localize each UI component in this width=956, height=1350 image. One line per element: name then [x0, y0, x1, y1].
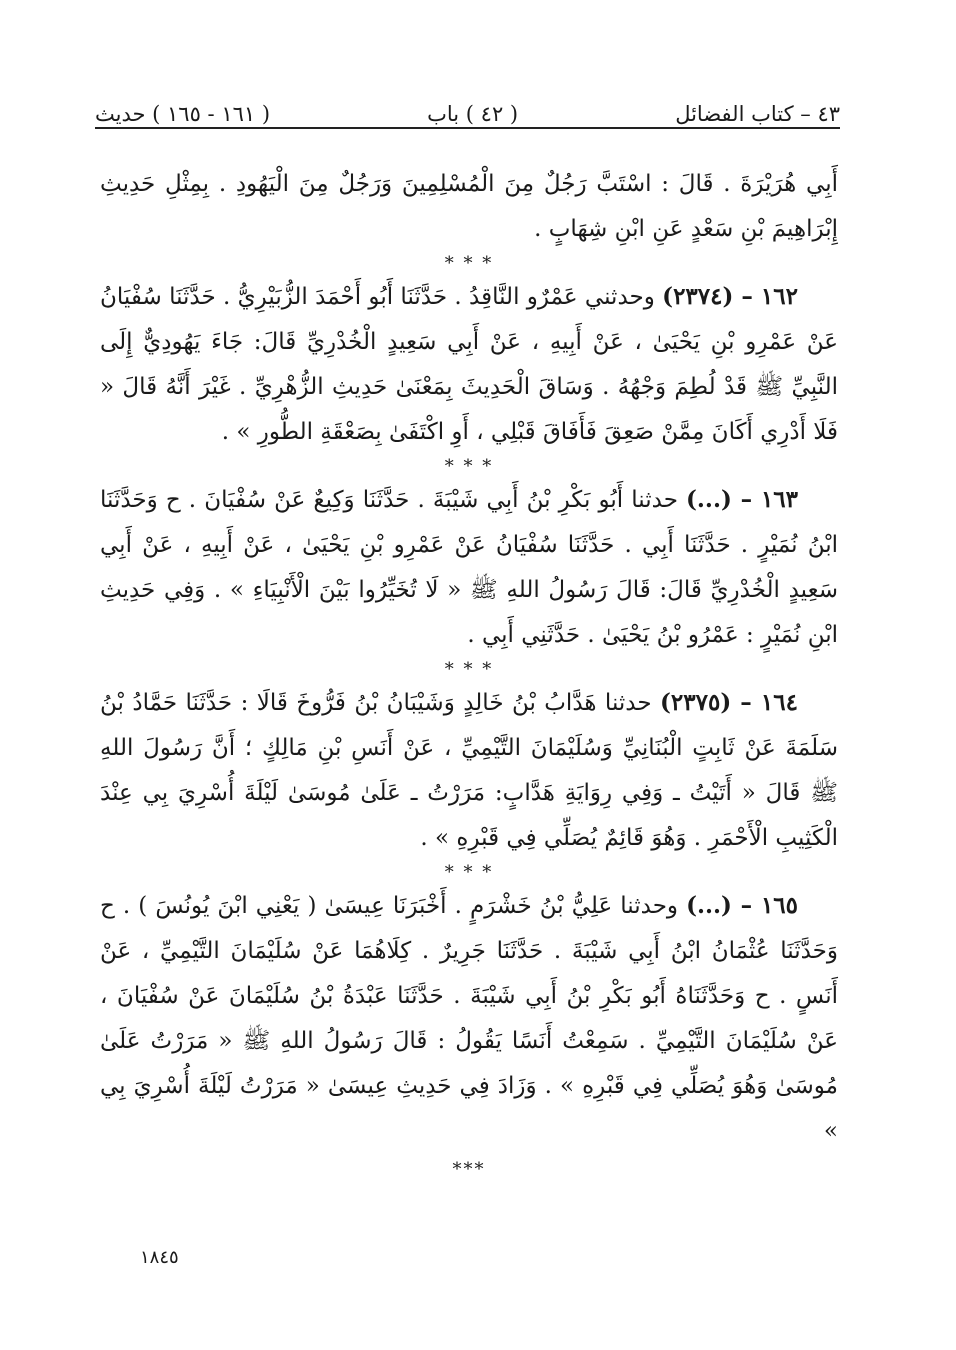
- running-header: [95, 96, 840, 126]
- hadith-165: [100, 883, 838, 1154]
- page-body: [100, 162, 838, 1180]
- paragraph-text: حدثنا أَبُو بَكْرِ بْنُ أَبِي شَيْبَةَ . حَدَّثَنَا وَكِيعٌ عَنْ سُفْيَانَ . ح وَحَدَّثَنَا ابْنُ نُمَيْرٍ . حَدَّثَنَا أَبِي . حَدَّثَنَا سُفْيَانُ عَنْ عَمْرِو بْنِ يَحْيَىٰ ، عَنْ أَبِيهِ ، عَنْ أَبِي سَعِيدٍ الْخُدْرِيِّ قَالَ: قَالَ رَسُولُ اللهِ ﷺ « لَا تُخَيِّرُوا بَيْنَ الْأَنْبِيَاءِ » . وَفِي حَدِيثِ ابْنِ نُمَيْرٍ : عَمْرُو بْنُ يَحْيَىٰ . حَدَّثَنِي أَبِي .: [100, 487, 838, 648]
- header-book-title: ٤٣ – كتاب الفضائل: [675, 102, 840, 126]
- header-chapter: ( ٤٢ ) باب: [427, 102, 519, 126]
- separator: * * *: [444, 253, 494, 274]
- separator: * * *: [444, 862, 494, 883]
- hadith-163: [100, 477, 838, 658]
- separator: * * *: [444, 456, 494, 477]
- hadith-number: ١٦٢ – (٢٣٧٤): [662, 283, 798, 310]
- paragraph-text: حدثنا هَدَّابُ بْنُ خَالِدٍ وَشَيْبَانُ بْنُ فَرُّوخَ قَالَا : حَدَّثَنَا حَمَّادُ بْنُ سَلَمَةَ عَنْ ثَابِتٍ الْبُنَانِيِّ وَسُلَيْمَانَ التَّيْمِيِّ ، عَنْ أَنَسِ بْنِ مَالِكٍ ؛ أَنَّ رَسُولَ اللهِ ﷺ قَالَ « أَتَيْتُ ـ وَفِي رِوَايَةِ هَدَّابٍ: مَرَرْتُ ـ عَلَىٰ مُوسَىٰ لَيْلَةَ أُسْرِيَ بِي عِنْدَ الْكَثِيبِ الْأَحْمَرِ . وَهُوَ قَائِمٌ يُصَلِّي فِي قَبْرِهِ » .: [100, 690, 838, 851]
- paragraph-text: وحدثنا عَلِيُّ بْنُ خَشْرَمٍ . أَخْبَرَنَا عِيسَىٰ ( يَعْنِي ابْنَ يُونُسَ ) . ح وَحَدَّثَنَا عُثْمَانُ ابْنُ أَبِي شَيْبَةَ . حَدَّثَنَا جَرِيرٌ . كِلَاهُمَا عَنْ سُلَيْمَانَ التَّيْمِيِّ ، عَنْ أَنَسٍ . ح وَحَدَّثَنَاهُ أَبُو بَكْرِ بْنُ أَبِي شَيْبَةَ . حَدَّثَنَا عَبْدَةُ بْنُ سُلَيْمَانَ عَنْ سُفْيَانَ ، عَنْ سُلَيْمَانَ التَّيْمِيِّ . سَمِعْتُ أَنَسًا يَقُولُ : قَالَ رَسُولُ اللهِ ﷺ « مَرَرْتُ عَلَىٰ مُوسَىٰ وَهُوَ يُصَلِّي فِي قَبْرِهِ » . وَزَادَ فِي حَدِيثِ عِيسَىٰ « مَرَرْتُ لَيْلَةَ أُسْرِيَ بِي »: [100, 893, 838, 1144]
- end-mark: ***: [452, 1159, 486, 1180]
- paragraph-text: وحدثني عَمْرٌو النَّاقِدُ . حَدَّثَنَا أَبُو أَحْمَدَ الزُّبَيْرِيُّ . حَدَّثَنَا سُفْيَانُ عَنْ عَمْرِو بْنِ يَحْيَىٰ ، عَنْ أَبِيهِ ، عَنْ أَبِي سَعِيدٍ الْخُدْرِيِّ قَالَ: جَاءَ يَهُودِيٌّ إِلَى النَّبِيِّ ﷺ قَدْ لُطِمَ وَجْهُهُ . وَسَاقَ الْحَدِيثَ بِمَعْنَىٰ حَدِيثِ الزُّهْرِيِّ . غَيْرَ أَنَّهُ قَالَ « فَلَا أَدْرِي أَكَانَ مِمَّنْ صَعِقَ فَأَفَاقَ قَبْلِي ، أَوِ اكْتَفَىٰ بِصَعْقَةِ الطُّورِ » .: [100, 284, 838, 445]
- separator: * * *: [444, 659, 494, 680]
- header-rule: [95, 127, 840, 129]
- page-number: ١٨٤٥: [140, 1247, 179, 1268]
- hadith-164: [100, 680, 838, 861]
- header-hadith-range: ( ١٦١ - ١٦٥ ) حديث: [95, 102, 271, 126]
- paragraph-text: أَبِي هُرَيْرَةَ . قَالَ : اسْتَبَّ رَجُلٌ مِنَ الْمُسْلِمِينَ وَرَجُلٌ مِنَ الْيَهُودِ . بِمِثْلِ حَدِيثِ إِبْرَاهِيمَ بْنِ سَعْدٍ عَنِ ابْنِ شِهَابٍ .: [100, 171, 838, 242]
- hadith-162: [100, 274, 838, 455]
- hadith-number: ١٦٤ – (٢٣٧٥): [660, 689, 798, 716]
- hadith-number: ١٦٥ – (...): [686, 892, 799, 919]
- hadith-number: ١٦٣ – (...): [686, 486, 799, 513]
- paragraph-continuation: [100, 162, 838, 252]
